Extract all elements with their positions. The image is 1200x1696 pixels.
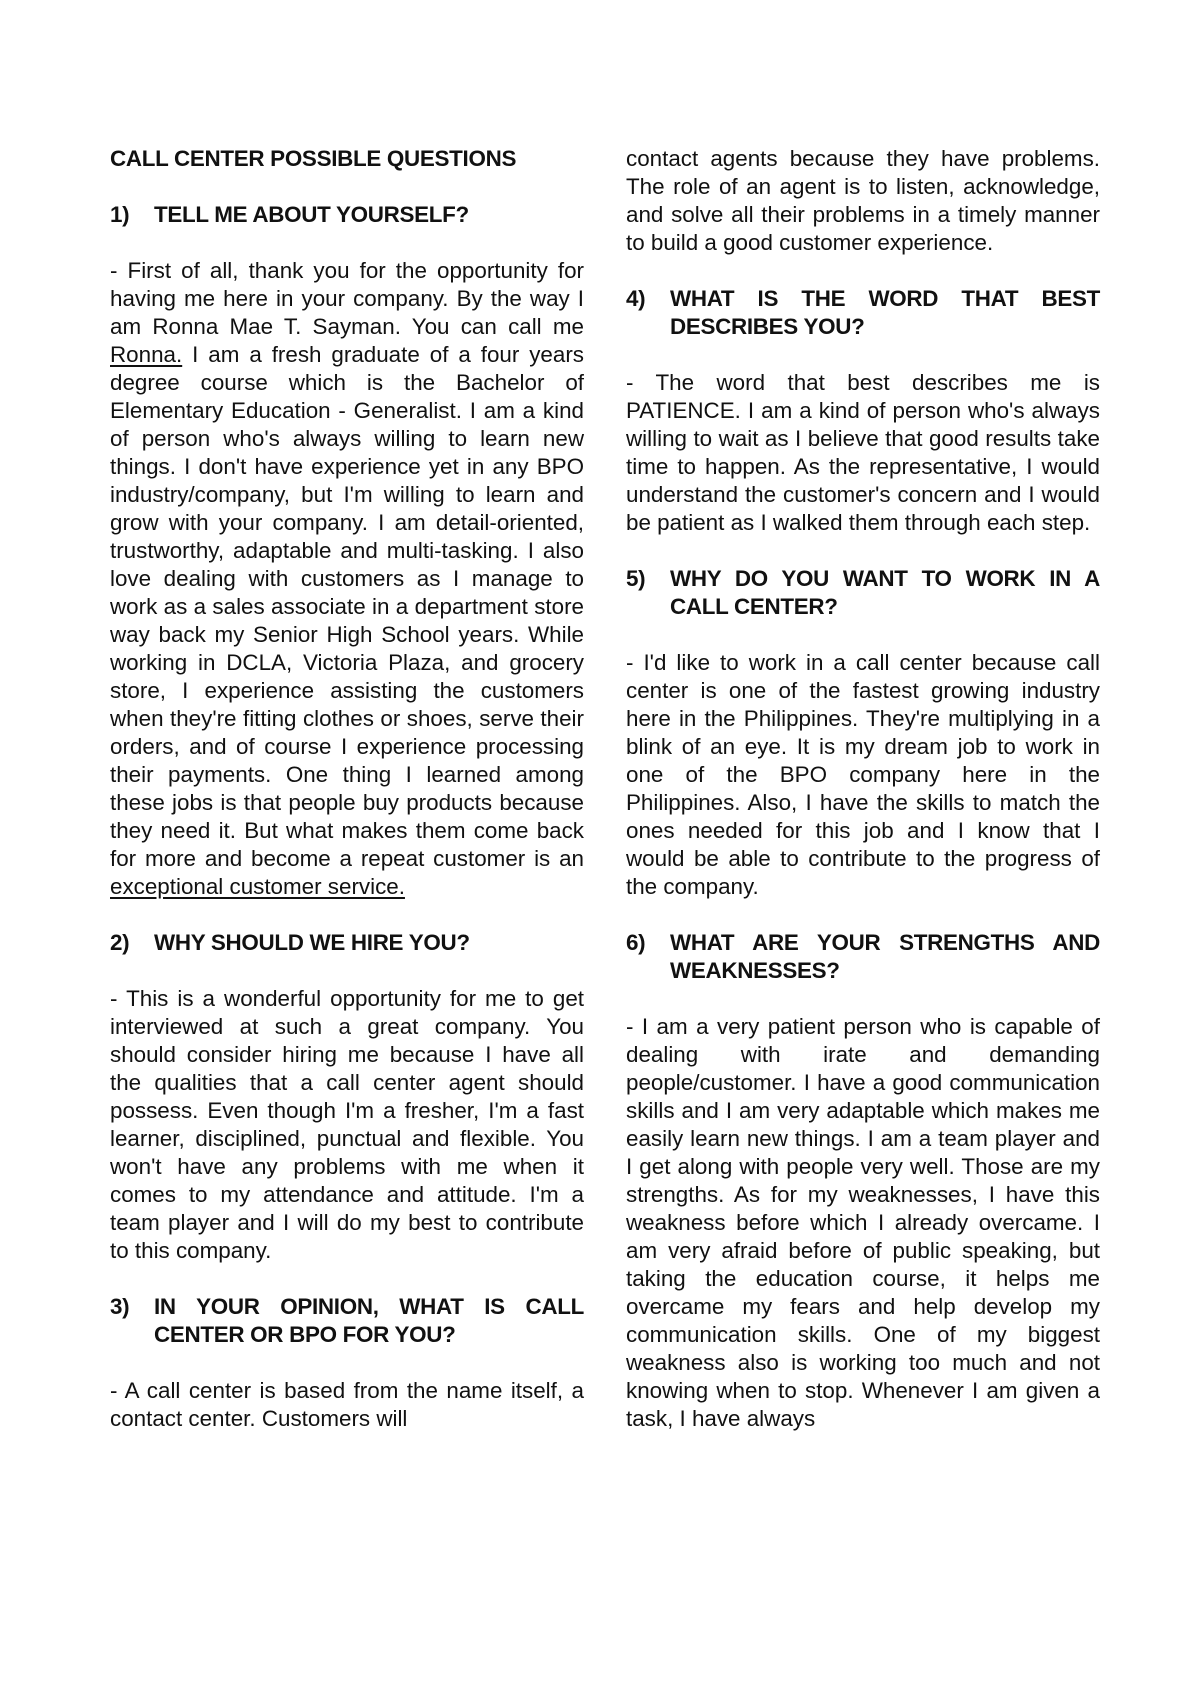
question-number: 4) bbox=[626, 286, 646, 311]
question-number: 3) bbox=[110, 1294, 130, 1319]
answer-5: - I'd like to work in a call center because call center is one of the fastest growing industry here in the Philippines. They're multiplying in a blink of an eye. It is my dream job to work in one of the BPO company here in the Philippines. Also, I have the skills to match the ones needed for this job and I know that I would be able to contribute to the progress of the company. bbox=[626, 650, 1100, 899]
question-2-heading bbox=[110, 929, 584, 957]
question-5-heading bbox=[626, 565, 1100, 621]
question-number: 1) bbox=[110, 202, 130, 227]
answer-1 bbox=[110, 257, 584, 901]
answer-text: I am a fresh graduate of a four years degree course which is the Bachelor of Elementary Education - Generalist. I am a kind of person who's always willing to learn new things. I don't have experience yet in any BPO industry/company, but I'm willing to learn and grow with your company. I am detail-oriented, trustworthy, adaptable and multi-tasking. I also love dealing with customers as I manage to work as a sales associate in a department store way back my Senior High School years. While working in DCLA, Victoria Plaza, and grocery store, I experience assisting the customers when they're fitting clothes or shoes, serve their orders, and of course I experience processing their payments. One thing I learned among these jobs is that people buy products because they need it. But what makes them come back for more and become a repeat customer is an bbox=[110, 342, 584, 871]
left-column bbox=[110, 145, 584, 1433]
question-text: IN YOUR OPINION, WHAT IS CALL CENTER OR BPO FOR YOU? bbox=[154, 1294, 584, 1347]
right-column bbox=[626, 145, 1100, 1433]
underlined-name: Ronna. bbox=[110, 342, 183, 367]
question-number: 2) bbox=[110, 930, 130, 955]
answer-4: - The word that best describes me is PATIENCE. I am a kind of person who's always willing to wait as I believe that good results take time to happen. As the representative, I would understand the customer's concern and I would be patient as I walked them through each step. bbox=[626, 370, 1100, 535]
question-text: WHAT ARE YOUR STRENGTHS AND WEAKNESSES? bbox=[670, 930, 1100, 983]
question-text: WHY SHOULD WE HIRE YOU? bbox=[154, 930, 470, 955]
answer-3-start: - A call center is based from the name itself, a contact center. Customers will bbox=[110, 1378, 584, 1431]
document-title: CALL CENTER POSSIBLE QUESTIONS bbox=[110, 146, 517, 171]
question-number: 5) bbox=[626, 566, 646, 591]
question-6-heading bbox=[626, 929, 1100, 985]
question-4-heading bbox=[626, 285, 1100, 341]
underlined-phrase: exceptional customer service. bbox=[110, 874, 405, 899]
question-3-heading bbox=[110, 1293, 584, 1349]
answer-3-continued: contact agents because they have problems. The role of an agent is to listen, acknowledge, and solve all their problems in a timely manner to build a good customer experience. bbox=[626, 146, 1100, 255]
question-1-heading bbox=[110, 201, 584, 229]
question-text: WHY DO YOU WANT TO WORK IN A CALL CENTER? bbox=[670, 566, 1100, 619]
answer-2: - This is a wonderful opportunity for me to get interviewed at such a great company. You should consider hiring me because I have all the qualities that a call center agent should possess. Even though I'm a fresher, I'm a fast learner, disciplined, punctual and flexible. You won't have any problems with me when it comes to my attendance and attitude. I'm a team player and I will do my best to contribute to this company. bbox=[110, 986, 584, 1263]
answer-text: - First of all, thank you for the opportunity for having me here in your company. By the way I am Ronna Mae T. Sayman. You can call me bbox=[110, 258, 584, 339]
question-text: TELL ME ABOUT YOURSELF? bbox=[154, 202, 469, 227]
answer-6: - I am a very patient person who is capable of dealing with irate and demanding people/customer. I have a good communication skills and I am very adaptable which makes me easily learn new things. I am a team player and I get along with people very well. Those are my strengths. As for my weaknesses, I have this weakness before which I already overcame. I am very afraid before of public speaking, but taking the education course, it helps me overcame my fears and help develop my communication skills. One of my biggest weakness also is working too much and not knowing when to stop. Whenever I am given a task, I have always bbox=[626, 1014, 1100, 1431]
question-number: 6) bbox=[626, 930, 646, 955]
question-text: WHAT IS THE WORD THAT BEST DESCRIBES YOU? bbox=[670, 286, 1100, 339]
